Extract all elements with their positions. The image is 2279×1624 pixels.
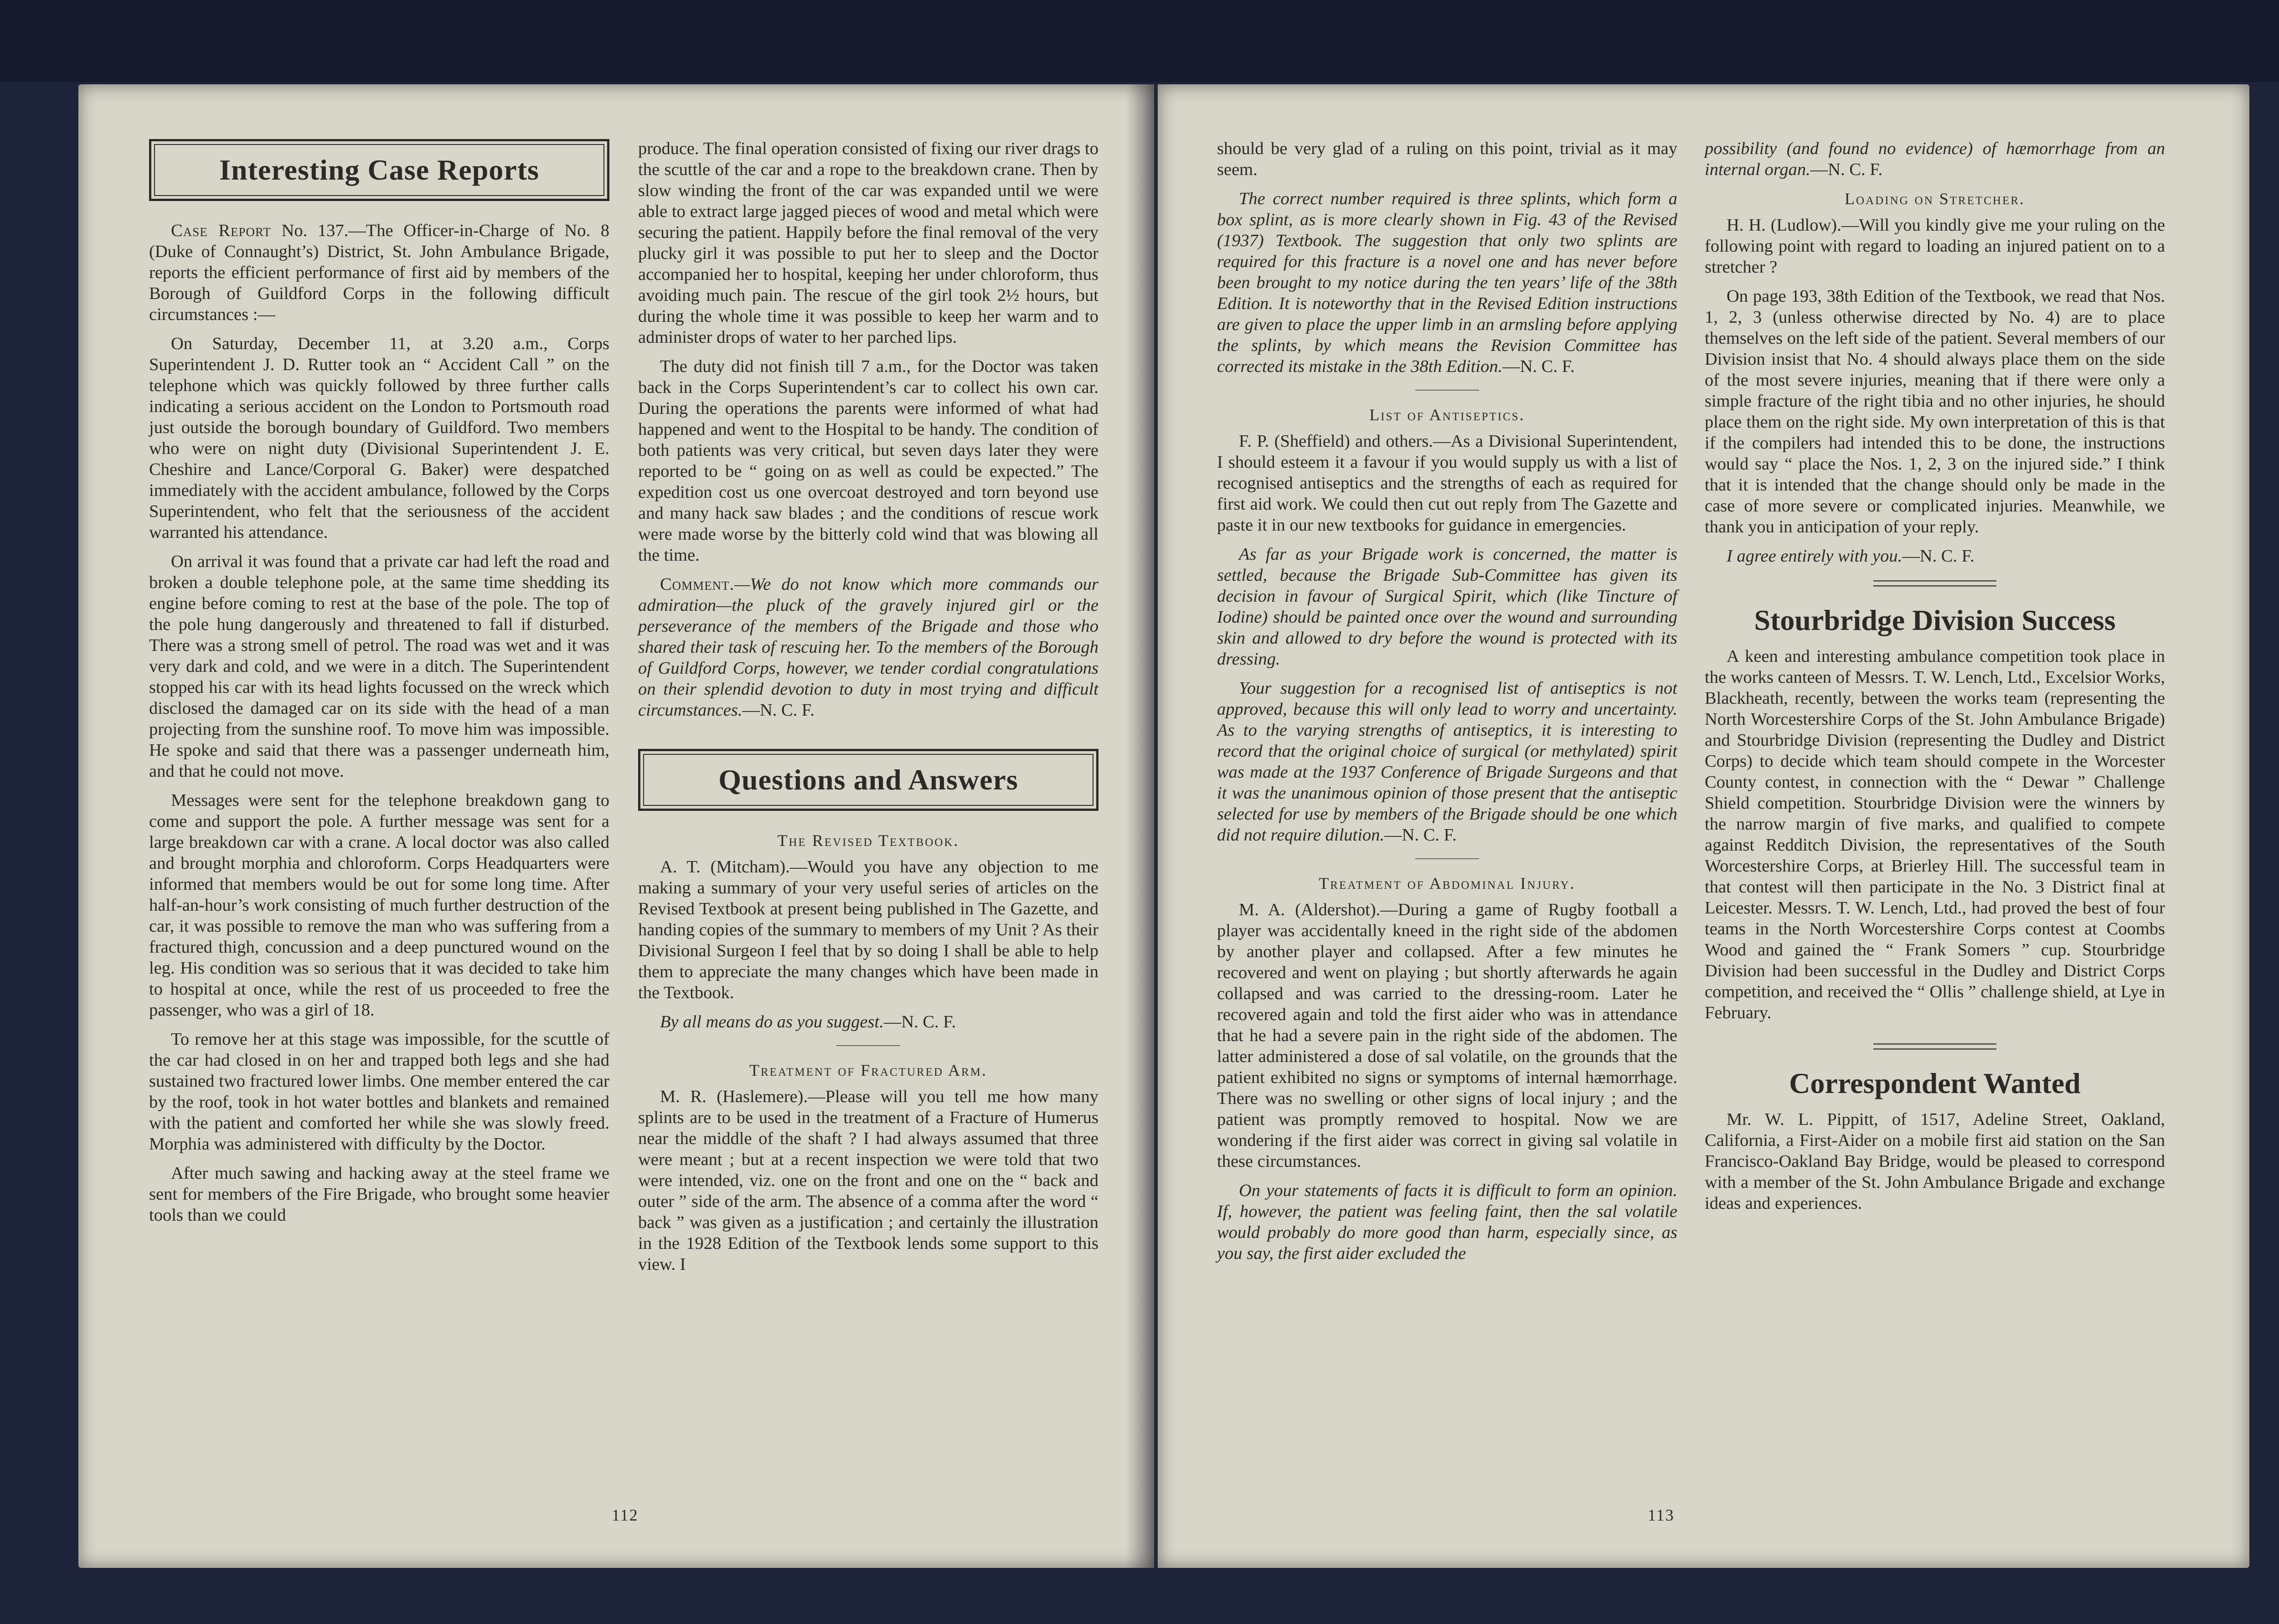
comment-paragraph — [638, 574, 1098, 721]
right-column-1 — [1217, 138, 1677, 1272]
page-number-right: 113 — [1648, 1506, 1675, 1524]
question-heading: List of Antiseptics. — [1369, 406, 1525, 424]
right-page — [1158, 84, 2249, 1568]
answer-italic: I agree entirely with you. — [1727, 546, 1903, 566]
question-text: H. H. (Ludlow).—Will you kindly give me your ruling on the following point with regard to loading an injured patient on to a stretcher ? — [1705, 216, 2165, 277]
answer-italic: By all means do as you suggest. — [660, 1012, 884, 1031]
left-column-2 — [638, 138, 1098, 1283]
case-report-intro-text: No. 137.—The Officer-in-Charge of No. 8 (Duke of Connaught’s) District, St. John Ambulance Brigade, reports the efficient performance of first aid by members of the Borough of Guildford Corps in the following difficult circumstances :— — [149, 221, 609, 324]
question-heading: Treatment of Abdominal Injury. — [1319, 874, 1576, 892]
question-text: On page 193, 38th Edition of the Textbook, we read that Nos. 1, 2, 3 (unless otherwise directed by No. 4) are to place themselves on the left side of the patient. Several members of our Division insist that No. 4 should always place them on the side of the most severe injuries, meaning that if there were only a simple fracture of the right tibia and no other injuries, he should place them on the right side. My own interpretation of this is that if the compilers had intended this to be done, the instructions would say “ place the Nos. 1, 2, 3 on the injured side.” I think that it is intended that the change should only be made in the case of more severe or complicated injuries. Meanwhile, we thank you in anticipation of your reply. — [1705, 287, 2165, 536]
double-divider — [1873, 580, 1996, 587]
case-reports-title-box — [149, 139, 609, 201]
answer-signature: —N. C. F. — [1502, 357, 1575, 376]
answer-italic: possibility (and found no evidence) of hæmorrhage from an internal organ. — [1705, 139, 2165, 179]
case-paragraph: On arrival it was found that a private car had left the road and broken a double telephone pole, at the same time shedding its engine before coming to rest at the base of the pole. The top of the pole hung dangerously and threatened to fall if disturbed. There was a strong smell of petrol. The road was wet and it was very dark and cold, and we were in a ditch. The Superintendent stopped his car with its head lights focussed on the wreck which disclosed the damaged car on its side with the head of a man projecting from the sunshine roof. To move him was impossible. He spoke and said that there was a passenger underneath him, and that he could not move. — [149, 552, 609, 781]
scan-background — [0, 0, 2279, 82]
case-report-intro — [149, 220, 609, 325]
qa-title-box — [638, 749, 1098, 811]
answer-text — [1217, 678, 1677, 846]
answer-signature: —N. C. F. — [883, 1012, 956, 1031]
section-divider — [1415, 858, 1479, 859]
comment-label: Comment. — [660, 575, 735, 594]
comment-signature: —N. C. F. — [742, 701, 815, 720]
left-column-1 — [149, 139, 609, 1234]
left-page — [78, 84, 1154, 1568]
answer-italic: The correct number required is three splints, which form a box splint, as is more clearly shown in Fig. 43 of the Revised (1937) Textbook. The suggestion that only two splints are required for this fracture is a novel one and has never before been brought to my notice during the ten years’ life of the 38th Edition. It is noteworthy that in the Revised Edition instructions are given to place the upper limb in an armsling before applying the splints, by which means the Revision Committee has corrected its mistake in the 38th Edition. — [1217, 189, 1677, 376]
comment-text: —We do not know which more commands our admiration—the pluck of the gravely injured girl or the perseverance of the members of the Brigade and those who shared their task of rescuing her. To the members of the Borough of Guildford Corps, however, we tender cordial congratulations on their splendid devotion to duty in most trying and difficult circumstances. — [638, 575, 1098, 720]
stourbridge-text: A keen and interesting ambulance competition took place in the works canteen of Messrs. T. W. Lench, Ltd., Excelsior Works, Blackheath, recently, between the works team (representing the North Worcestershire Corps of the St. John Ambulance Brigade) and Stourbridge Division (representing the Dudley and District Corps) to decide which team should compete in the Worcester County contest, in connection with the “ Dewar ” Challenge Shield competition. Stourbridge Division were the winners by the narrow margin of five marks, and qualified to compete against Redditch Division, the representatives of the South Worcestershire Corps, at Brierley Hill. The successful team in that contest will then participate in the No. 3 District final at Leicester. Messrs. T. W. Lench, Ltd., had proved the best of four teams in the North Worcestershire Corps contest at Coombs Wood and gained the “ Frank Somers ” cup. Stourbridge Division had been successful in the Dudley and District Corps competition, and received the “ Ollis ” challenge shield, at Lye in February. — [1705, 647, 2165, 1022]
stourbridge-heading: Stourbridge Division Success — [1754, 604, 2116, 636]
case-report-label: Case Report — [171, 221, 271, 240]
section-divider — [1415, 390, 1479, 391]
section-divider — [836, 1045, 900, 1046]
answer-text — [1705, 138, 2165, 180]
case-paragraph: After much sawing and hacking away at the steel frame we sent for members of the Fire Brigade, who brought some heavier tools than we could — [149, 1164, 609, 1225]
answer-text — [638, 1011, 1098, 1032]
answer-text — [1705, 546, 2165, 567]
page-number-left: 112 — [612, 1506, 639, 1524]
answer-italic: Your suggestion for a recognised list of antiseptics is not approved, because this will only lead to worry and uncertainty. As to the varying strengths of antiseptics, it is interesting to record that the original choice of surgical (or methylated) spirit was made at the 1937 Conference of Brigade Surgeons and that it was the unanimous opinion of those present that the antiseptic selected for use by members of the Brigade should be one which did not require dilution. — [1217, 679, 1677, 845]
answer-signature: —N. C. F. — [1810, 160, 1883, 179]
right-column-2 — [1705, 138, 2165, 1222]
answer-signature: —N. C. F. — [1902, 546, 1975, 566]
case-paragraph: Messages were sent for the telephone breakdown gang to come and support the pole. A further message was sent for a large breakdown car with a crane. A local doctor was also called and brought morphia and chloroform. Corps Headquarters were informed that members would be out for some long time. After half-an-hour’s work consisting of much further destruction of the car, it was possible to remove the man who was suffering from a fractured thigh, concussion and a deep punctured wound on the leg. His condition was so serious that it was decided to take him to hospital at once, while the rest of us proceeded to free the passenger, who was a girl of 18. — [149, 791, 609, 1020]
double-divider — [1873, 1043, 1996, 1050]
question-heading: Treatment of Fractured Arm. — [749, 1061, 987, 1079]
answer-italic: On your statements of facts it is difficult to form an opinion. If, however, the patient was feeling faint, then the sal volatile would probably do more good than harm, especially since, as you say, the first aider excluded the — [1217, 1181, 1677, 1263]
question-text: M. A. (Aldershot).—During a game of Rugby football a player was accidentally kneed in the right side of the abdomen by another player and collapsed. After a few minutes he recovered and went on playing ; but shortly afterwards he again collapsed and was carried to the dressing-room. Later he recovered again and told the first aider who was in attendance that he had a severe pain in the right side of the abdomen. The latter administered a dose of sal volatile, on the grounds that the patient exhibited no signs or symptoms of internal hæmorrhage. There was no swelling or other signs of local injury ; and the patient was promptly removed to hospital. Now we are wondering if the first aider was correct in giving sal volatile in these circumstances. — [1217, 900, 1677, 1171]
answer-signature: —N. C. F. — [1384, 825, 1457, 845]
answer-text — [1217, 188, 1677, 377]
question-heading: Loading on Stretcher. — [1845, 190, 2025, 208]
question-text: should be very glad of a ruling on this point, trivial as it may seem. — [1217, 139, 1677, 179]
case-paragraph: produce. The final operation consisted of fixing our river drags to the scuttle of the car and a rope to the breakdown crane. Then by slow winding the front of the car was expanded until we were able to extract large jagged pieces of wood and metal which were securing the patient. Happily before the final removal of the very plucky girl it was possible to put her to sleep and the Doctor accompanied her to hospital, keeping her under chloroform, thus avoiding much pain. The rescue of the girl took 2½ hours, but during the whole time it was possible to keep her warm and to administer drops of water to her parched lips. — [638, 139, 1098, 347]
case-paragraph: The duty did not finish till 7 a.m., for the Doctor was taken back in the Corps Superintendent’s car to collect his own car. During the operations the parents were informed of what had happened and went to the Hospital to be handy. The condition of both patients was very critical, but seven days later they were reported to be “ going on as well as could be expected.” The expedition cost us one overcoat destroyed and torn beyond use and many hack saw blades ; and the conditions of rescue work were made worse by the bitterly cold wind that was blowing all the time. — [638, 357, 1098, 565]
question-text: F. P. (Sheffield) and others.—As a Divisional Superintendent, I should esteem it a favour if you would supply us with a list of recognised antiseptics and the strengths of each as required for first aid work. We could then cut out reply from The Gazette and paste it in our new textbooks for guidance in emergencies. — [1217, 432, 1677, 535]
correspondent-heading: Correspondent Wanted — [1789, 1067, 2081, 1099]
question-text: A. T. (Mitcham).—Would you have any objection to me making a summary of your very useful series of articles on the Revised Textbook at present being published in The Gazette, and handing copies of the summary to members of my Unit ? As their Divisional Surgeon I feel that by so doing I shall be able to help them to appreciate the many changes which have been made in the Textbook. — [638, 857, 1098, 1002]
case-paragraph: To remove her at this stage was impossible, for the scuttle of the car had closed in on her and trapped both legs and she had sustained two fractured lower limbs. One member entered the car by the roof, took in hot water bottles and blankets and remained with the patient and comforted her while she was slowly freed. Morphia was administered with difficulty by the Doctor. — [149, 1030, 609, 1154]
question-heading: The Revised Textbook. — [777, 831, 959, 850]
answer-italic: As far as your Brigade work is concerned, the matter is settled, because the Brigade Sub-Committee has given its decision in favour of Surgical Spirit, which (like Tincture of Iodine) should be painted once over the wound and surrounding skin and allowed to dry before the wound is protected with its dressing. — [1217, 545, 1677, 669]
qa-title: Questions and Answers — [643, 754, 1093, 806]
correspondent-text: Mr. W. L. Pippitt, of 1517, Adeline Street, Oakland, California, a First-Aider on a mobile first aid station on the San Francisco-Oakland Bay Bridge, would be pleased to correspond with a member of the St. John Ambulance Brigade and exchange ideas and experiences. — [1705, 1110, 2165, 1213]
question-text: M. R. (Haslemere).—Please will you tell me how many splints are to be used in the treatment of a Fracture of Humerus near the middle of the shaft ? I had always assumed that three were meant ; but at a recent inspection we were told that two were intended, viz. one on the front and one on the “ back and outer ” side of the arm. The absence of a comma after the word “ back ” was given as a justification ; and certainly the illustration in the 1928 Edition of the Textbook lends some support to this view. I — [638, 1087, 1098, 1274]
case-reports-title: Interesting Case Reports — [154, 144, 604, 196]
case-paragraph: On Saturday, December 11, at 3.20 a.m., Corps Superintendent J. D. Rutter took an “ Accident Call ” on the telephone which was quickly followed by three further calls indicating a serious accident on the London to Portsmouth road just outside the borough boundary of Guildford. Two members who were on night duty (Divisional Superintendent J. E. Cheshire and Lance/Corporal G. Baker) were despatched immediately with the accident ambulance, followed by the Corps Superintendent, who felt that the seriousness of the accident warranted his attendance. — [149, 334, 609, 542]
